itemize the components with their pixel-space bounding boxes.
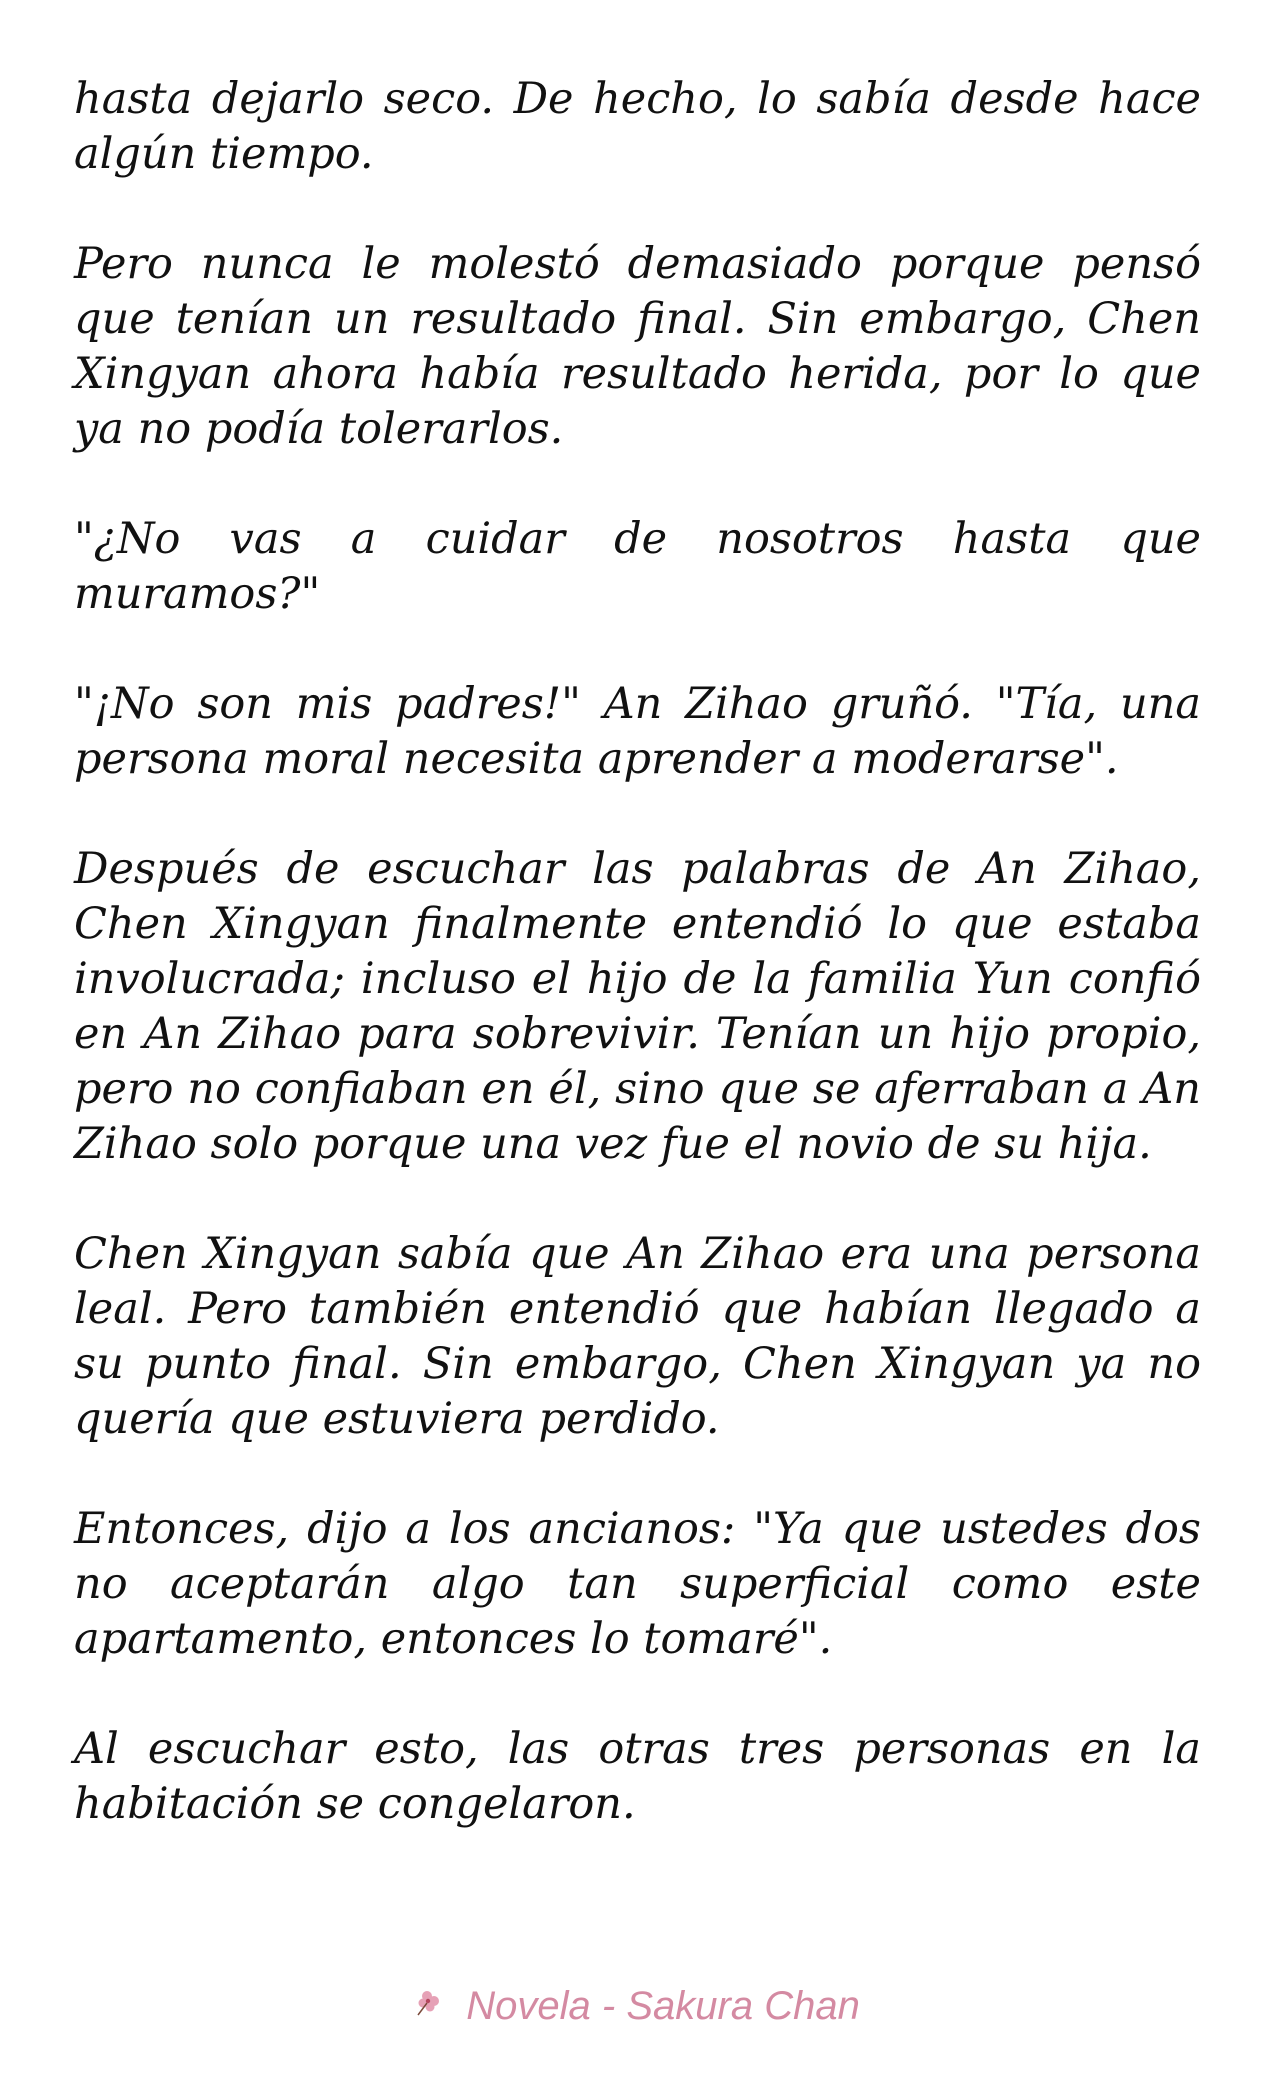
watermark bbox=[0, 1982, 1275, 2029]
paragraph-3: "¿No vas a cuidar de nosotros hasta que muramos?" bbox=[74, 514, 1201, 619]
watermark-text: Novela - Sakura Chan bbox=[466, 1983, 860, 2028]
sakura-flower-icon bbox=[415, 1984, 449, 2029]
paragraph-6: Chen Xingyan sabía que An Zihao era una persona leal. Pero también entendió que habían llegado a su punto final. Sin embargo, Chen Xingyan ya no quería que estuviera perdido. bbox=[74, 1229, 1201, 1444]
paragraph-4: "¡No son mis padres!" An Zihao gruñó. "Tía, una persona moral necesita aprender a moderarse". bbox=[74, 679, 1201, 784]
paragraph-1: hasta dejarlo seco. De hecho, lo sabía desde hace algún tiempo. bbox=[74, 74, 1201, 179]
paragraph-8: Al escuchar esto, las otras tres personas en la habitación se congelaron. bbox=[74, 1724, 1201, 1829]
paragraph-2: Pero nunca le molestó demasiado porque pensó que tenían un resultado final. Sin embargo, Chen Xingyan ahora había resultado herida, por lo que ya no podía tolerarlos. bbox=[74, 239, 1201, 454]
paragraph-7: Entonces, dijo a los ancianos: "Ya que ustedes dos no aceptarán algo tan superficial como este apartamento, entonces lo tomaré". bbox=[74, 1504, 1201, 1664]
paragraph-5: Después de escuchar las palabras de An Zihao, Chen Xingyan finalmente entendió lo que estaba involucrada; incluso el hijo de la familia Yun confió en An Zihao para sobrevivir. Tenían un hijo propio, pero no confiaban en él, sino que se aferraban a An Zihao solo porque una vez fue el novio de su hija. bbox=[74, 844, 1201, 1169]
